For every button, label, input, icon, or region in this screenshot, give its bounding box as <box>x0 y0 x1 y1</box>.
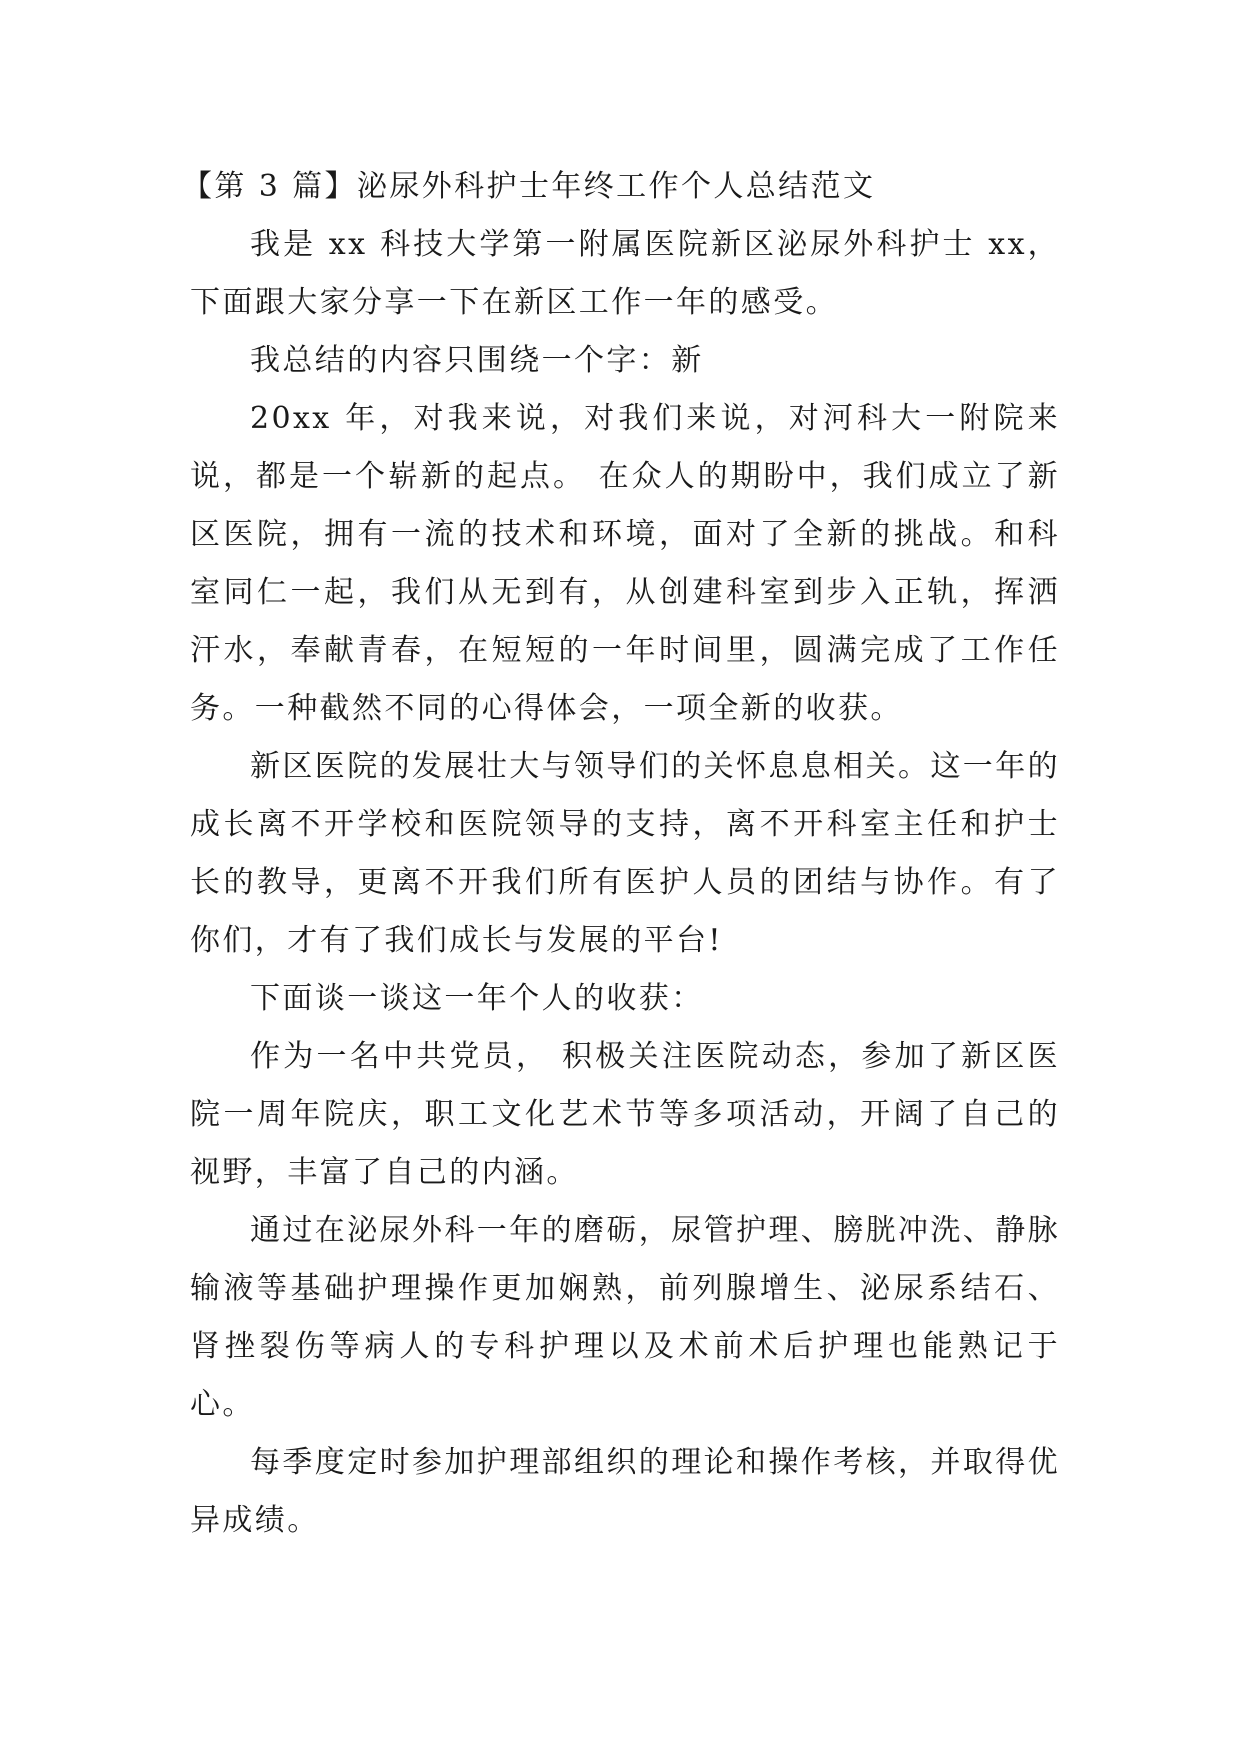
paragraph-theme: 我总结的内容只围绕一个字：新 <box>250 343 704 378</box>
paragraph-gains-heading: 下面谈一谈这一年个人的收获： <box>250 981 704 1016</box>
paragraph-leadership: 新区医院的发展壮大与领导们的关怀息息相关。这一年的成长离不开学校和医院领导的支持，离不开科室主任和护士长的教导，更离不开我们所有医护人员的团结与协作。有了你们，才有了我们成长与发展的平台! <box>190 749 1060 958</box>
paragraph-intro: 我是 xx 科技大学第一附属医院新区泌尿外科护士 xx，下面跟大家分享一下在新区工作一年的感受。 <box>190 227 1060 320</box>
document-body <box>182 158 1060 1550</box>
document-title: 【第 3 篇】泌尿外科护士年终工作个人总结范文 <box>182 169 876 204</box>
paragraph-assessment: 每季度定时参加护理部组织的理论和操作考核，并取得优异成绩。 <box>190 1445 1060 1538</box>
paragraph-nursing-skills: 通过在泌尿外科一年的磨砺，尿管护理、膀胱冲洗、静脉输液等基础护理操作更加娴熟，前列腺增生、泌尿系结石、肾挫裂伤等病人的专科护理以及术前术后护理也能熟记于心。 <box>190 1213 1060 1422</box>
paragraph-new-start: 20xx 年，对我来说，对我们来说，对河科大一附院来说，都是一个崭新的起点。 在众人的期盼中，我们成立了新区医院，拥有一流的技术和环境，面对了全新的挑战。和科室同仁一起，我们从无到有，从创建科室到步入正轨，挥洒汗水，奉献青春，在短短的一年时间里，圆满完成了工作任务。一种截然不同的心得体会，一项全新的收获。 <box>190 401 1060 726</box>
paragraph-party-member: 作为一名中共党员， 积极关注医院动态，参加了新区医院一周年院庆，职工文化艺术节等多项活动，开阔了自己的视野，丰富了自己的内涵。 <box>190 1039 1060 1190</box>
